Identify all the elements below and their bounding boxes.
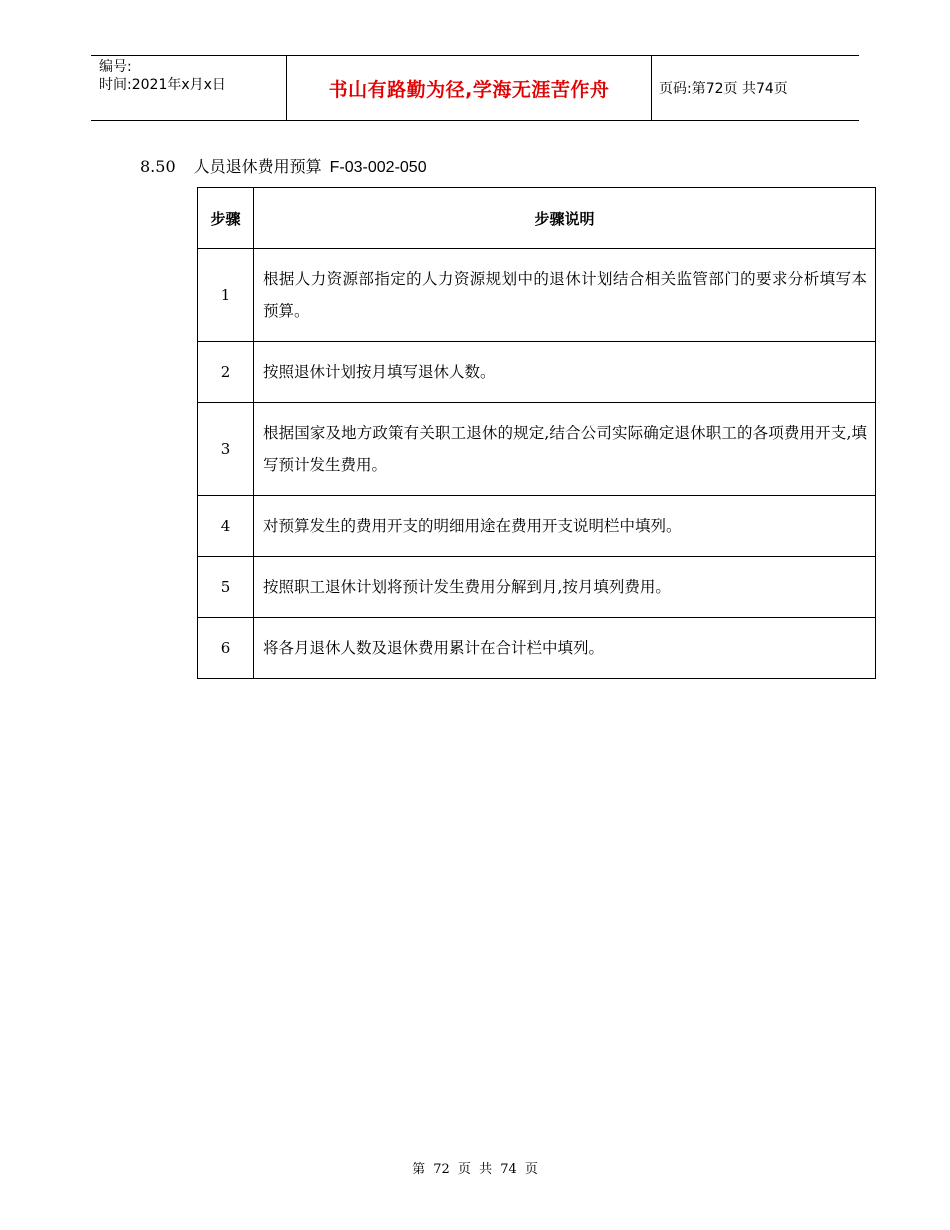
step-number: 3 [198, 403, 254, 496]
table-row [198, 249, 876, 342]
step-number: 6 [198, 618, 254, 679]
section-heading [140, 154, 427, 177]
header-meta-cell [91, 56, 287, 120]
time-label: 时间:2021年x月x日 [99, 77, 226, 93]
step-number: 2 [198, 342, 254, 403]
step-description: 对预算发生的费用开支的明细用途在费用开支说明栏中填列。 [254, 496, 876, 557]
section-number: 8.50 [140, 157, 176, 176]
table-row [198, 403, 876, 496]
step-description: 根据国家及地方政策有关职工退休的规定,结合公司实际确定退休职工的各项费用开支,填写预计发生费用。 [254, 403, 876, 496]
step-description: 按照职工退休计划将预计发生费用分解到月,按月填列费用。 [254, 557, 876, 618]
page-info: 页码:第72页 共74页 [659, 81, 788, 97]
column-header-step: 步骤 [198, 188, 254, 249]
table-row [198, 557, 876, 618]
step-number: 1 [198, 249, 254, 342]
motto-text: 书山有路勤为径,学海无涯苦作舟 [328, 78, 610, 101]
form-code: F-03-002-050 [329, 159, 427, 176]
step-description: 将各月退休人数及退休费用累计在合计栏中填列。 [254, 618, 876, 679]
table-row [198, 496, 876, 557]
step-description: 根据人力资源部指定的人力资源规划中的退休计划结合相关监管部门的要求分析填写本预算。 [254, 249, 876, 342]
table-header-row [198, 188, 876, 249]
column-header-description: 步骤说明 [254, 188, 876, 249]
step-description: 按照退休计划按月填写退休人数。 [254, 342, 876, 403]
document-header [91, 55, 859, 121]
step-number: 5 [198, 557, 254, 618]
table-row [198, 342, 876, 403]
page-footer: 第 72 页 共 74 页 [412, 1162, 538, 1177]
serial-label: 编号: [99, 59, 132, 75]
header-page-cell [651, 56, 859, 120]
header-motto-cell [286, 56, 652, 120]
section-title: 人员退休费用预算 [193, 157, 322, 176]
table-row [198, 618, 876, 679]
steps-table [197, 187, 876, 679]
step-number: 4 [198, 496, 254, 557]
